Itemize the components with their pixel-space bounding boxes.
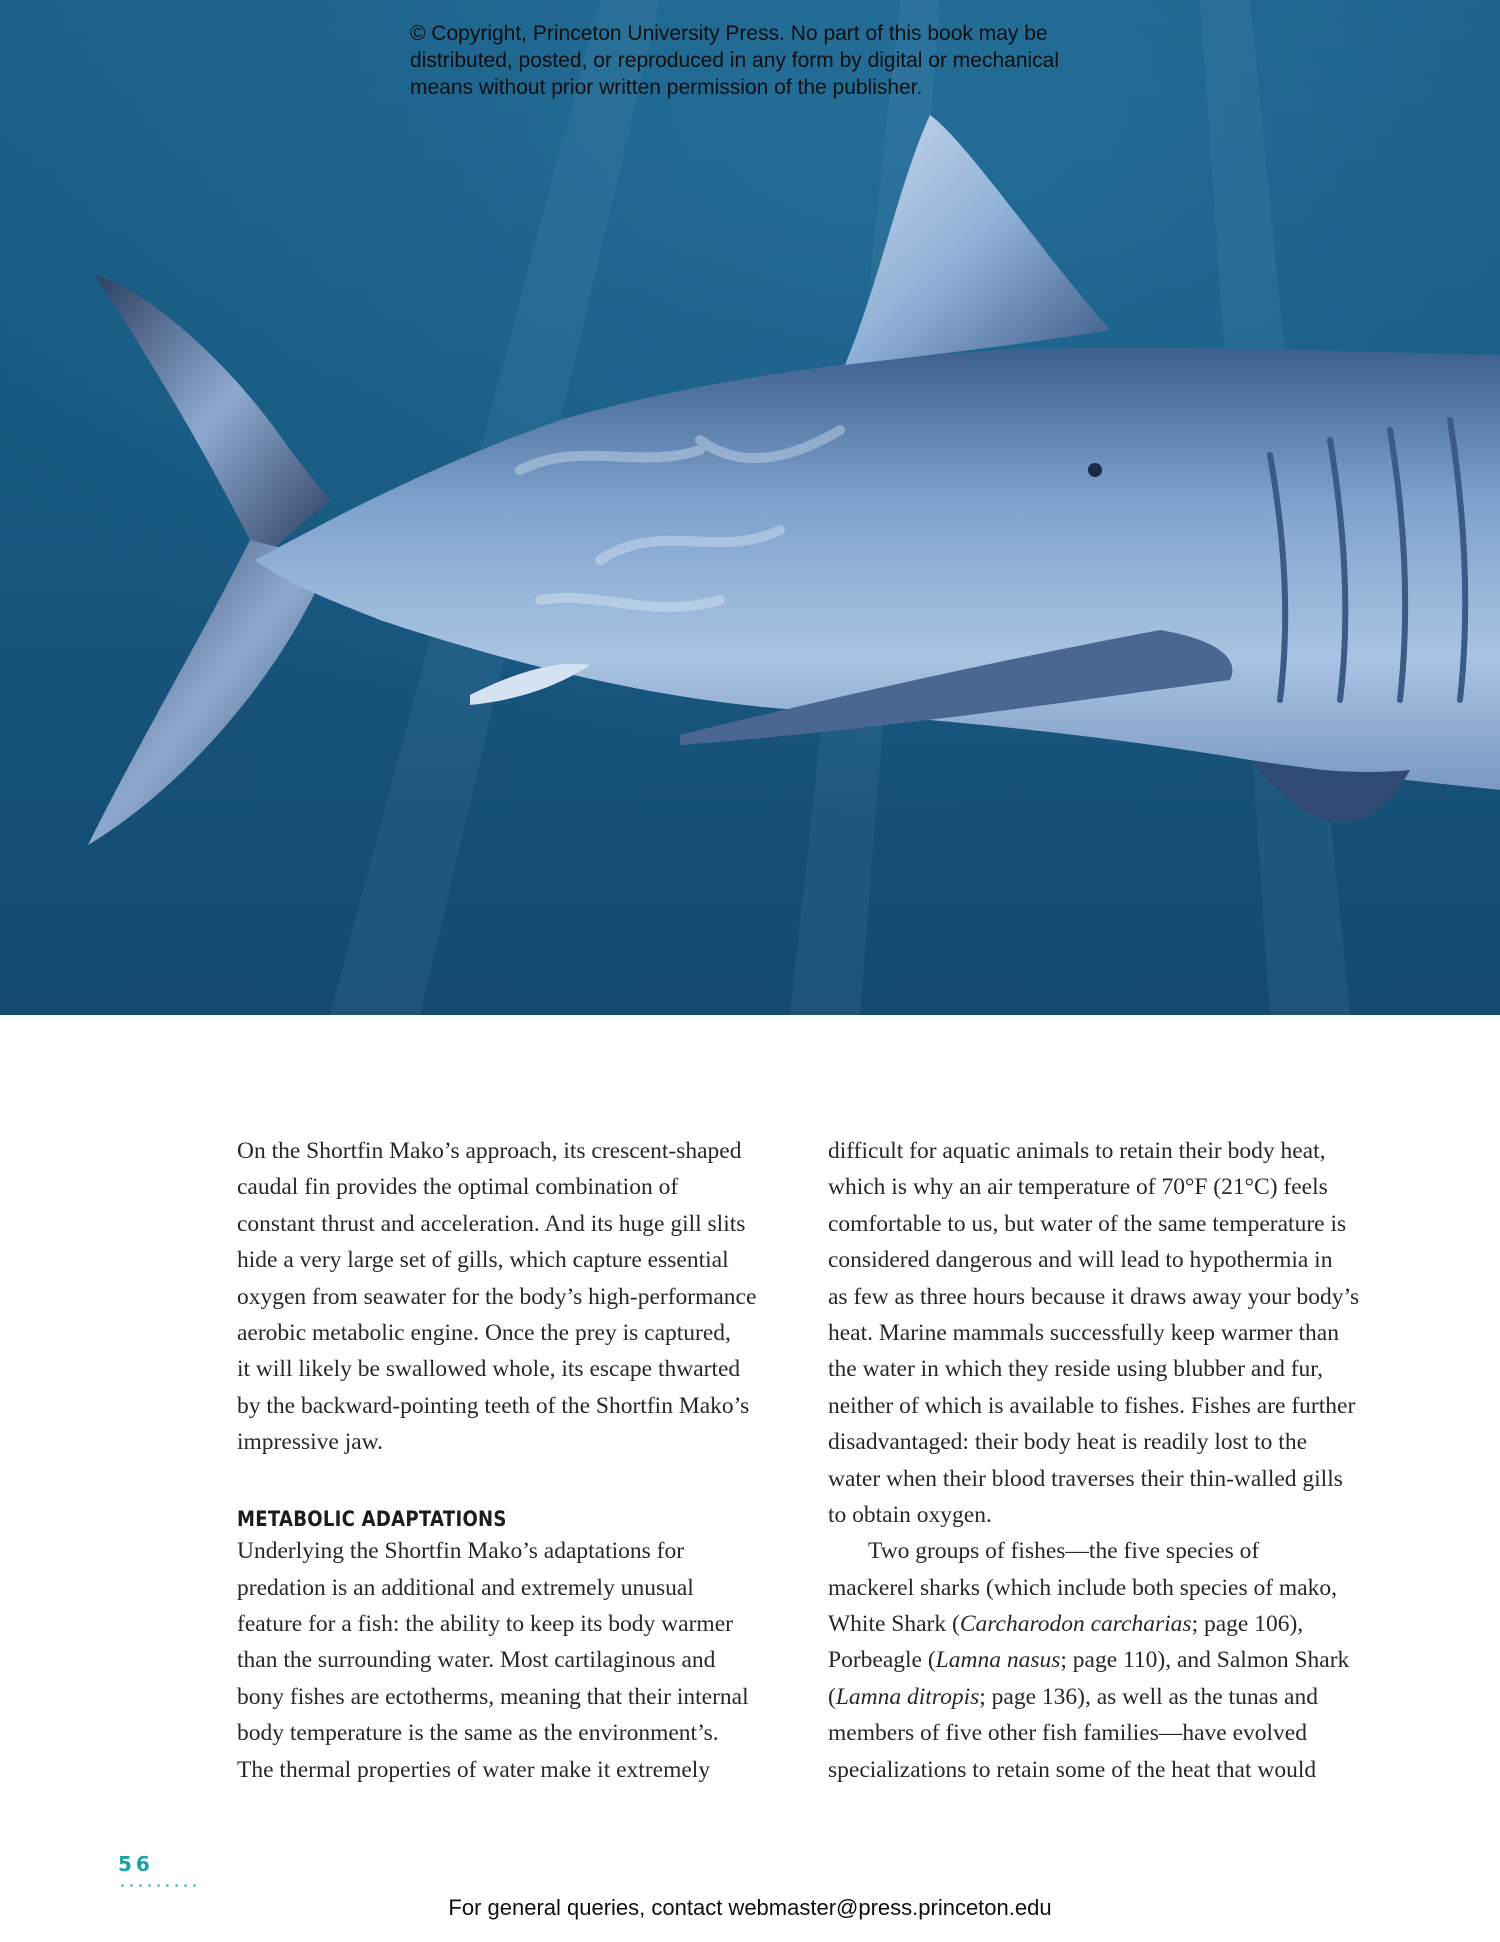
text-line [828,1642,1388,1678]
right-column [828,1133,1388,1788]
text-run: Porbeagle ( [828,1647,936,1674]
text-run: ; page 110), and Salmon Shark [1060,1647,1350,1674]
text-run: ; page 136), as well as the tunas and [979,1683,1318,1710]
text-line: impressive jaw. [237,1429,383,1456]
copyright-line: distributed, posted, or reproduced in any form by digital or mechanical [410,49,1060,72]
text-line: mackerel sharks (which include both species of mako, [828,1574,1338,1601]
text-line: neither of which is available to fishes. Fishes are further [828,1392,1356,1419]
text-line: bony fishes are ectotherms, meaning that their internal [237,1683,749,1710]
text-line: On the Shortfin Mako’s approach, its crescent-shaped [237,1138,742,1164]
text-line: difficult for aquatic animals to retain their body heat, [828,1138,1326,1164]
text-line: comfortable to us, but water of the same temperature is [828,1210,1347,1237]
text-line: aerobic metabolic engine. Once the prey is captured, [237,1319,731,1346]
text-run: ( [828,1683,836,1710]
text-line: caudal fin provides the optimal combination of [237,1174,679,1201]
text-line: than the surrounding water. Most cartilaginous and [237,1647,716,1674]
species-name: Lamna ditropis [835,1683,980,1710]
text-line: members of five other fish families—have evolved [828,1720,1307,1747]
text-line: specializations to retain some of the heat that would [828,1756,1317,1783]
text-line: the water in which they reside using blubber and fur, [828,1356,1324,1383]
text-line: predation is an additional and extremely unusual [237,1574,694,1601]
section-heading: METABOLIC ADAPTATIONS [237,1506,507,1531]
species-name: Lamna nasus [935,1647,1061,1674]
text-line: hide a very large set of gills, which capture essential [237,1247,729,1274]
text-line: oxygen from seawater for the body’s high-performance [237,1283,757,1310]
text-line: The thermal properties of water make it extremely [237,1756,711,1783]
text-line [828,1679,1388,1715]
species-name: Carcharodon carcharias [959,1611,1192,1638]
text-line: body temperature is the same as the environment’s. [237,1720,719,1747]
text-line: considered dangerous and will lead to hypothermia in [828,1247,1333,1274]
text-line: which is why an air temperature of 70°F (21°C) feels [828,1174,1328,1201]
footer-contact-note: For general queries, contact webmaster@press.princeton.edu [448,1895,1052,1920]
text-line: feature for a fish: the ability to keep its body warmer [237,1611,733,1638]
text-line: disadvantaged: their body heat is readily lost to the [828,1429,1308,1456]
left-column [237,1133,797,1788]
text-run: White Shark ( [828,1611,960,1638]
paragraph-gap [237,1461,797,1497]
page-number: 56 [118,1852,154,1876]
text-line: water when their blood traverses their thin-walled gills [828,1465,1343,1492]
text-line: heat. Marine mammals successfully keep warmer than [828,1319,1339,1346]
text-run: ; page 106), [1191,1611,1304,1638]
text-line: as few as three hours because it draws away your body’s [828,1283,1360,1310]
text-line: by the backward-pointing teeth of the Shortfin Mako’s [237,1392,750,1419]
text-line: Underlying the Shortfin Mako’s adaptations for [237,1538,685,1565]
text-line: Two groups of fishes—the five species of [868,1538,1260,1565]
copyright-line: © Copyright, Princeton University Press. No part of this book may be [410,22,1048,45]
text-line [828,1606,1388,1642]
text-line: to obtain oxygen. [828,1501,992,1528]
text-line: constant thrust and acceleration. And its huge gill slits [237,1210,746,1237]
text-line: it will likely be swallowed whole, its escape thwarted [237,1356,741,1383]
copyright-notice [410,20,1170,101]
folio-dots [118,1884,198,1887]
copyright-line: means without prior written permission of the publisher. [410,76,923,99]
